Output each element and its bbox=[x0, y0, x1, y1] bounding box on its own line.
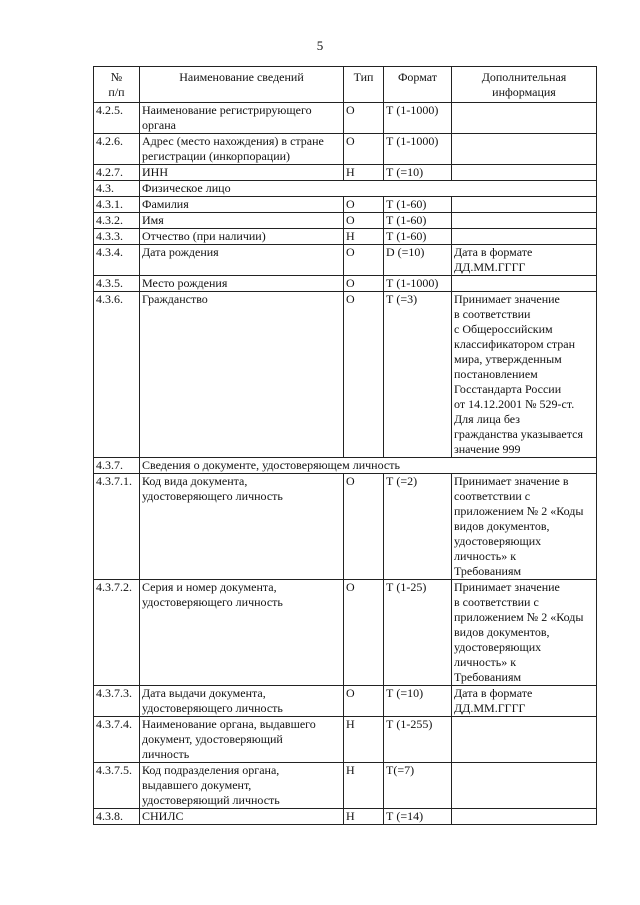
section-row bbox=[94, 181, 597, 197]
cell-format: Т(=7) bbox=[384, 763, 452, 809]
header-name: Наименование сведений bbox=[140, 67, 344, 103]
cell-number: 4.2.6. bbox=[94, 134, 140, 165]
cell-name: Код вида документа, удостоверяющего личность bbox=[140, 474, 344, 580]
cell-name: Адрес (место нахождения) в стране регистрации (инкорпорации) bbox=[140, 134, 344, 165]
cell-number: 4.3.6. bbox=[94, 292, 140, 458]
cell-format: Т (=10) bbox=[384, 165, 452, 181]
cell-format: Т (1-255) bbox=[384, 717, 452, 763]
cell-format: Т (1-60) bbox=[384, 229, 452, 245]
cell-name: Наименование органа, выдавшего документ, удостоверяющий личность bbox=[140, 717, 344, 763]
requirements-table bbox=[93, 66, 597, 825]
cell-type: О bbox=[344, 134, 384, 165]
cell-info bbox=[452, 763, 597, 809]
page-number: 5 bbox=[316, 38, 324, 53]
cell-number: 4.3.7.3. bbox=[94, 686, 140, 717]
cell-type: О bbox=[344, 292, 384, 458]
header-number: № п/п bbox=[94, 67, 140, 103]
table-row bbox=[94, 763, 597, 809]
header-type: Тип bbox=[344, 67, 384, 103]
cell-info: Принимает значение в соответствии с приложением № 2 «Коды видов документов, удостоверяющих личность» к Требованиям bbox=[452, 580, 597, 686]
cell-number: 4.3.1. bbox=[94, 197, 140, 213]
cell-number: 4.3.4. bbox=[94, 245, 140, 276]
table-row bbox=[94, 165, 597, 181]
cell-name: Серия и номер документа, удостоверяющего личность bbox=[140, 580, 344, 686]
header-format: Формат bbox=[384, 67, 452, 103]
cell-section-title: Сведения о документе, удостоверяющем личность bbox=[140, 458, 597, 474]
table-header-row bbox=[94, 67, 597, 103]
cell-info bbox=[452, 809, 597, 825]
cell-number: 4.3.7.2. bbox=[94, 580, 140, 686]
cell-info bbox=[452, 134, 597, 165]
cell-format: Т (1-1000) bbox=[384, 276, 452, 292]
cell-info bbox=[452, 165, 597, 181]
cell-format: Т (=2) bbox=[384, 474, 452, 580]
cell-format: Т (=10) bbox=[384, 686, 452, 717]
cell-number: 4.3. bbox=[94, 181, 140, 197]
cell-type: Н bbox=[344, 717, 384, 763]
table-row bbox=[94, 213, 597, 229]
cell-type: О bbox=[344, 686, 384, 717]
cell-name: Код подразделения органа, выдавшего документ, удостоверяющий личность bbox=[140, 763, 344, 809]
cell-type: Н bbox=[344, 229, 384, 245]
cell-number: 4.3.5. bbox=[94, 276, 140, 292]
table-row bbox=[94, 686, 597, 717]
cell-number: 4.3.7.1. bbox=[94, 474, 140, 580]
cell-name: Отчество (при наличии) bbox=[140, 229, 344, 245]
table-row bbox=[94, 245, 597, 276]
cell-info bbox=[452, 276, 597, 292]
cell-type: Н bbox=[344, 763, 384, 809]
cell-type: Н bbox=[344, 165, 384, 181]
cell-name: ИНН bbox=[140, 165, 344, 181]
cell-number: 4.3.7. bbox=[94, 458, 140, 474]
cell-type: О bbox=[344, 245, 384, 276]
cell-info: Дата в формате ДД.ММ.ГГГГ bbox=[452, 686, 597, 717]
cell-number: 4.3.3. bbox=[94, 229, 140, 245]
cell-type: О bbox=[344, 580, 384, 686]
table-row bbox=[94, 474, 597, 580]
cell-format: Т (1-1000) bbox=[384, 103, 452, 134]
cell-format: Т (=14) bbox=[384, 809, 452, 825]
table-row bbox=[94, 717, 597, 763]
section-row bbox=[94, 458, 597, 474]
cell-info bbox=[452, 197, 597, 213]
table-row bbox=[94, 134, 597, 165]
cell-format: Т (1-60) bbox=[384, 197, 452, 213]
table-row bbox=[94, 809, 597, 825]
cell-number: 4.3.7.5. bbox=[94, 763, 140, 809]
cell-number: 4.3.8. bbox=[94, 809, 140, 825]
cell-name: Фамилия bbox=[140, 197, 344, 213]
cell-name: Наименование регистрирующего органа bbox=[140, 103, 344, 134]
cell-format: Т (1-1000) bbox=[384, 134, 452, 165]
cell-number: 4.2.5. bbox=[94, 103, 140, 134]
cell-format: Т (1-60) bbox=[384, 213, 452, 229]
cell-type: О bbox=[344, 197, 384, 213]
cell-name: СНИЛС bbox=[140, 809, 344, 825]
cell-format: Т (1-25) bbox=[384, 580, 452, 686]
cell-name: Место рождения bbox=[140, 276, 344, 292]
cell-type: О bbox=[344, 276, 384, 292]
cell-info bbox=[452, 229, 597, 245]
table-row bbox=[94, 292, 597, 458]
cell-info bbox=[452, 103, 597, 134]
table-row bbox=[94, 103, 597, 134]
cell-info bbox=[452, 717, 597, 763]
cell-info: Принимает значение в соответствии с Общероссийским классификатором стран мира, утвержденным постановлением Госстандарта России от 14.12.2001 № 529-ст. Для лица без гражданства указывается значение 999 bbox=[452, 292, 597, 458]
cell-type: Н bbox=[344, 809, 384, 825]
cell-section-title: Физическое лицо bbox=[140, 181, 597, 197]
cell-number: 4.2.7. bbox=[94, 165, 140, 181]
table-row bbox=[94, 197, 597, 213]
cell-format: Т (=3) bbox=[384, 292, 452, 458]
cell-name: Дата выдачи документа, удостоверяющего личность bbox=[140, 686, 344, 717]
cell-type: О bbox=[344, 474, 384, 580]
cell-name: Дата рождения bbox=[140, 245, 344, 276]
cell-info: Дата в формате ДД.ММ.ГГГГ bbox=[452, 245, 597, 276]
table-row bbox=[94, 229, 597, 245]
header-info: Дополнительная информация bbox=[452, 67, 597, 103]
cell-number: 4.3.2. bbox=[94, 213, 140, 229]
table-row bbox=[94, 580, 597, 686]
cell-info bbox=[452, 213, 597, 229]
cell-format: D (=10) bbox=[384, 245, 452, 276]
cell-type: О bbox=[344, 213, 384, 229]
cell-number: 4.3.7.4. bbox=[94, 717, 140, 763]
cell-info: Принимает значение в соответствии с приложением № 2 «Коды видов документов, удостоверяющих личность» к Требованиям bbox=[452, 474, 597, 580]
cell-type: О bbox=[344, 103, 384, 134]
cell-name: Гражданство bbox=[140, 292, 344, 458]
table-row bbox=[94, 276, 597, 292]
cell-name: Имя bbox=[140, 213, 344, 229]
